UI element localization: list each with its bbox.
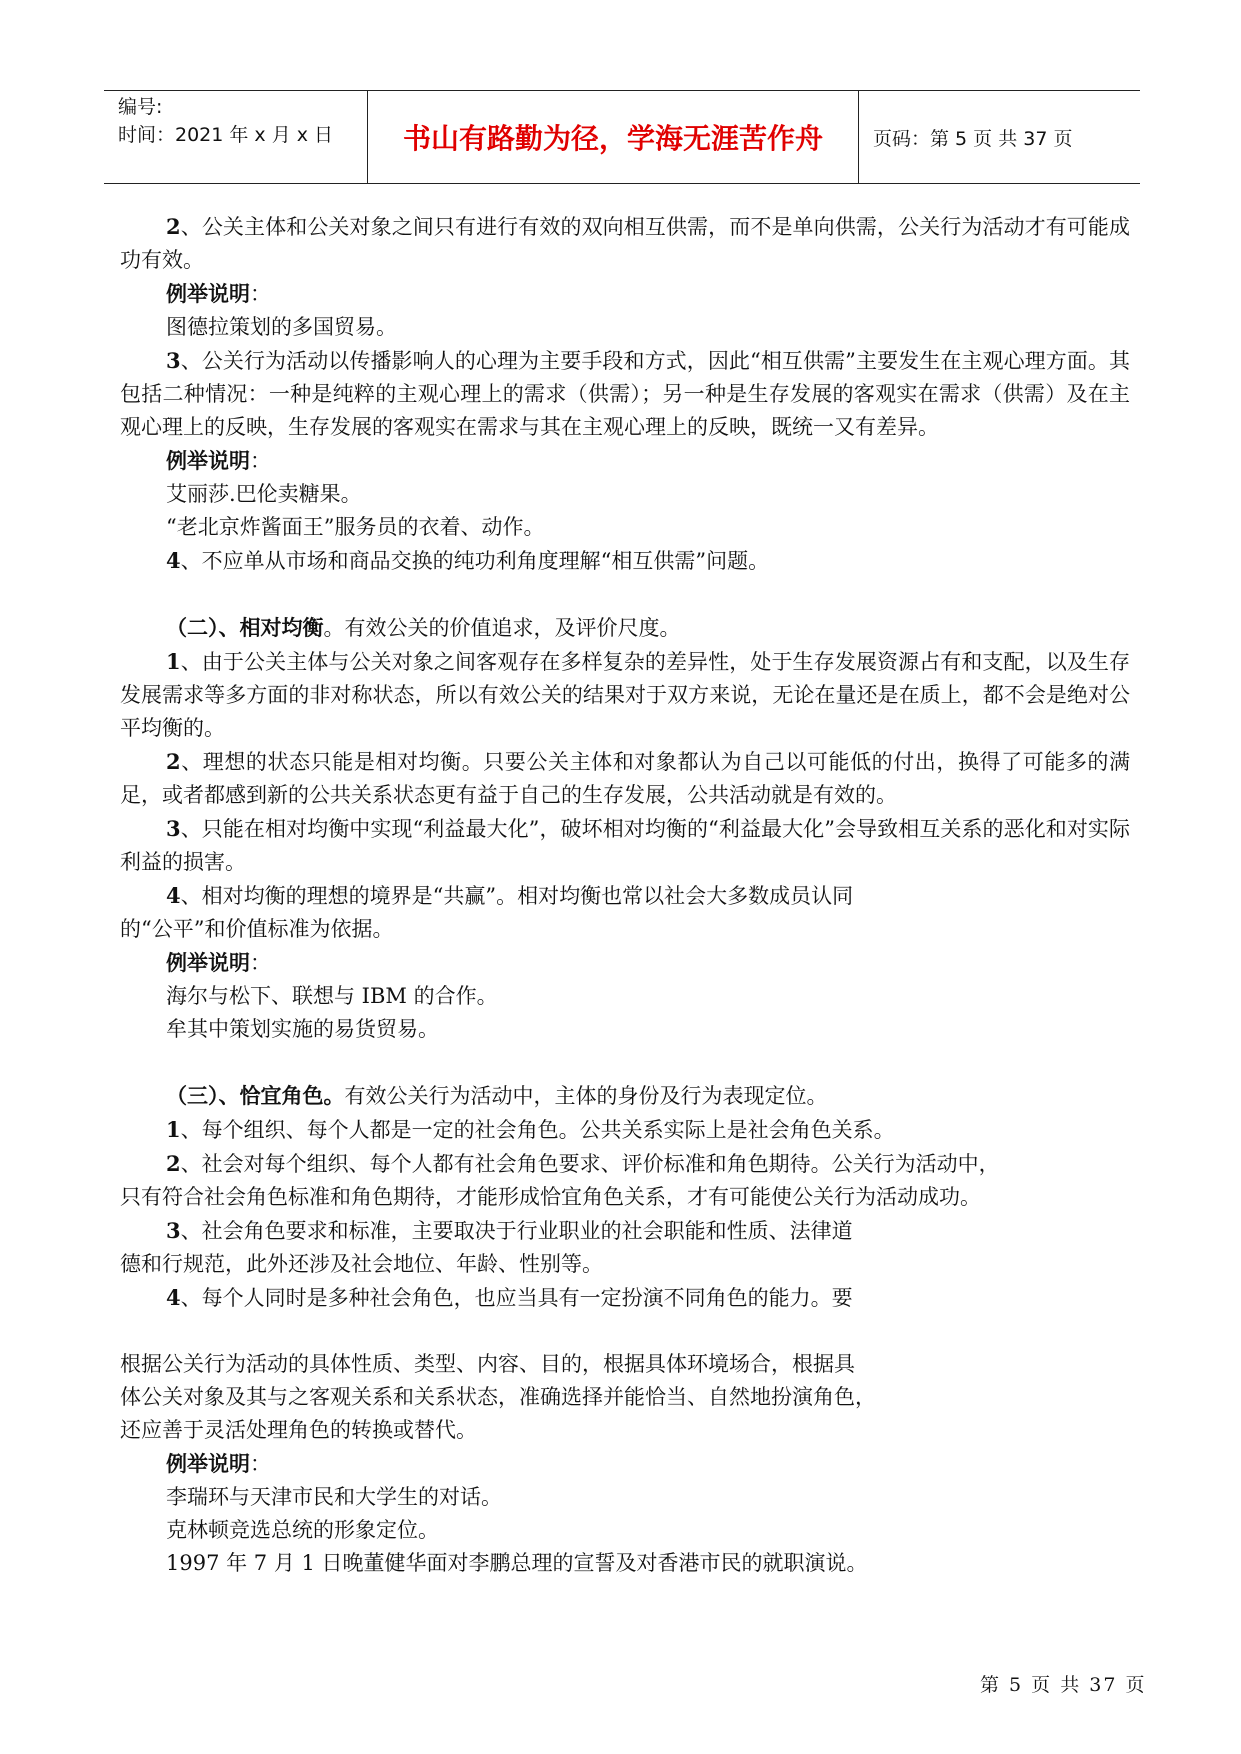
example-item: 海尔与松下、联想与 IBM 的合作。: [166, 984, 498, 1008]
paragraph: 3、只能在相对均衡中实现“利益最大化”，破坏相对均衡的“利益最大化”会导致相互关系的恶化和对实际利益的损害。: [120, 816, 1130, 874]
document-time-label: 时间：2021 年 x 月 x 日: [118, 124, 334, 146]
paragraph: 4、不应单从市场和商品交换的纯功利角度理解“相互供需”问题。: [166, 548, 770, 573]
paragraph-continuation: 的“公平”和价值标准为依据。: [120, 917, 394, 941]
paragraph: 3、社会角色要求和标准，主要取决于行业职业的社会职能和性质、法律道: [166, 1218, 853, 1243]
header-meta: [104, 91, 368, 183]
paragraph: 4、相对均衡的理想的境界是“共赢”。相对均衡也常以社会大多数成员认同: [166, 883, 854, 908]
page-footer: 第 5 页 共 37 页: [980, 1674, 1147, 1696]
paragraph: 1、由于公关主体与公关对象之间客观存在多样复杂的差异性，处于生存发展资源占有和支配，以及生存发展需求等多方面的非对称状态，所以有效公关的结果对于双方来说，无论在量还是在质上，都不会是绝对公平均衡的。: [120, 649, 1130, 740]
section-heading: （二）、相对均衡。有效公关的价值追求，及评价尺度。: [166, 615, 681, 640]
example-label: 例举说明：: [166, 950, 271, 975]
example-item: 克林顿竞选总统的形象定位。: [166, 1518, 439, 1542]
paragraph-continuation: 德和行规范，此外还涉及社会地位、年龄、性别等。: [120, 1252, 603, 1276]
example-item: “老北京炸酱面王”服务员的衣着、动作。: [166, 515, 545, 539]
example-item: 艾丽莎.巴伦卖糖果。: [166, 482, 362, 506]
paragraph-continuation: 根据公关行为活动的具体性质、类型、内容、目的，根据具体环境场合，根据具: [120, 1352, 855, 1376]
example-item: 1997 年 7 月 1 日晚董健华面对李鹏总理的宣誓及对香港市民的就职演说。: [166, 1551, 868, 1575]
paragraph-continuation: 体公关对象及其与之客观关系和关系状态，准确选择并能恰当、自然地扮演角色，: [120, 1385, 876, 1409]
example-label: 例举说明：: [166, 448, 271, 473]
paragraph: 2、社会对每个组织、每个人都有社会角色要求、评价标准和角色期待。公关行为活动中，: [166, 1151, 1000, 1176]
example-label: 例举说明：: [166, 1451, 271, 1476]
page-header: [104, 90, 1140, 184]
section-heading: （三）、恰宜角色。有效公关行为活动中，主体的身份及行为表现定位。: [166, 1083, 828, 1108]
header-page-label: 页码：第 5 页 共 37 页: [873, 127, 1073, 150]
spacer: [120, 1046, 1130, 1079]
header-motto: 书山有路勤为径，学海无涯苦作舟: [368, 91, 859, 183]
paragraph: 4、每个人同时是多种社会角色，也应当具有一定扮演不同角色的能力。要: [166, 1285, 853, 1310]
example-item: 图德拉策划的多国贸易。: [166, 315, 397, 339]
paragraph-continuation: 还应善于灵活处理角色的转换或替代。: [120, 1418, 477, 1442]
example-item: 牟其中策划实施的易货贸易。: [166, 1017, 439, 1041]
document-body: [120, 210, 1130, 1580]
paragraph: 2、公关主体和公关对象之间只有进行有效的双向相互供需，而不是单向供需，公关行为活动才有可能成功有效。: [120, 214, 1130, 272]
paragraph: 1、每个组织、每个人都是一定的社会角色。公共关系实际上是社会角色关系。: [166, 1117, 895, 1142]
spacer: [120, 578, 1130, 611]
paragraph: 3、公关行为活动以传播影响人的心理为主要手段和方式，因此“相互供需”主要发生在主观心理方面。其包括二种情况：一种是纯粹的主观心理上的需求（供需）；另一种是生存发展的客观实在需求（供需）及在主观心理上的反映，生存发展的客观实在需求与其在主观心理上的反映，既统一又有差异。: [120, 348, 1130, 439]
paragraph: 2、理想的状态只能是相对均衡。只要公关主体和对象都认为自己以可能低的付出，换得了可能多的满足，或者都感到新的公共关系状态更有益于自己的生存发展，公共活动就是有效的。: [120, 749, 1130, 807]
paragraph-continuation: 只有符合社会角色标准和角色期待，才能形成恰宜角色关系，才有可能使公关行为活动成功。: [120, 1185, 981, 1209]
spacer: [120, 1315, 1130, 1348]
document-number-label: 编号:: [118, 96, 163, 118]
example-label: 例举说明：: [166, 281, 271, 306]
example-item: 李瑞环与天津市民和大学生的对话。: [166, 1485, 502, 1509]
